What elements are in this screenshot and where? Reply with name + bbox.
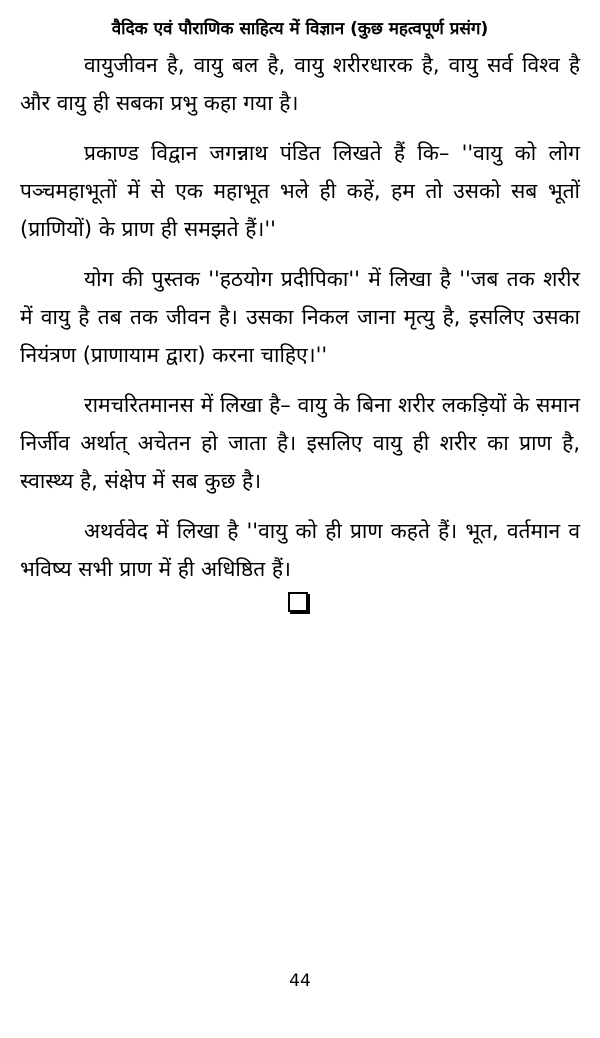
paragraph-2: प्रकाण्ड विद्वान जगन्नाथ पंडित लिखते हैं कि– ''वायु को लोग पञ्चमहाभूतों में से एक महाभूत भले ही कहें, हम तो उसको सब भूतों (प्राणियों) के प्राण ही समझते हैं।'' (20, 141, 580, 241)
paragraph-5: अथर्ववेद में लिखा है ''वायु को ही प्राण कहते हैं। भूत, वर्तमान व भविष्य सभी प्राण में ही अधिष्ठित हैं। (20, 519, 580, 581)
running-header: वैदिक एवं पौराणिक साहित्य में विज्ञान (कुछ महत्वपूर्ण प्रसंग) (111, 19, 489, 39)
paragraph-4: रामचरितमानस में लिखा है– वायु के बिना शरीर लकड़ियों के समान निर्जीव अर्थात् अचेतन हो जाता है। इसलिए वायु ही शरीर का प्राण है, स्वास्थ्य है, संक्षेप में सब कुछ है। (20, 393, 580, 493)
section-end-square-icon (288, 592, 308, 612)
paragraph-1: वायुजीवन है, वायु बल है, वायु शरीरधारक है, वायु सर्व विश्व है और वायु ही सबका प्रभु कहा गया है। (20, 53, 580, 115)
page-number: 44 (289, 971, 311, 991)
page-body (20, 46, 580, 600)
paragraph-3: योग की पुस्तक ''हठयोग प्रदीपिका'' में लिखा है ''जब तक शरीर में वायु है तब तक जीवन है। उसका निकल जाना मृत्यु है, इसलिए उसका नियंत्रण (प्राणायाम द्वारा) करना चाहिए।'' (20, 267, 580, 367)
